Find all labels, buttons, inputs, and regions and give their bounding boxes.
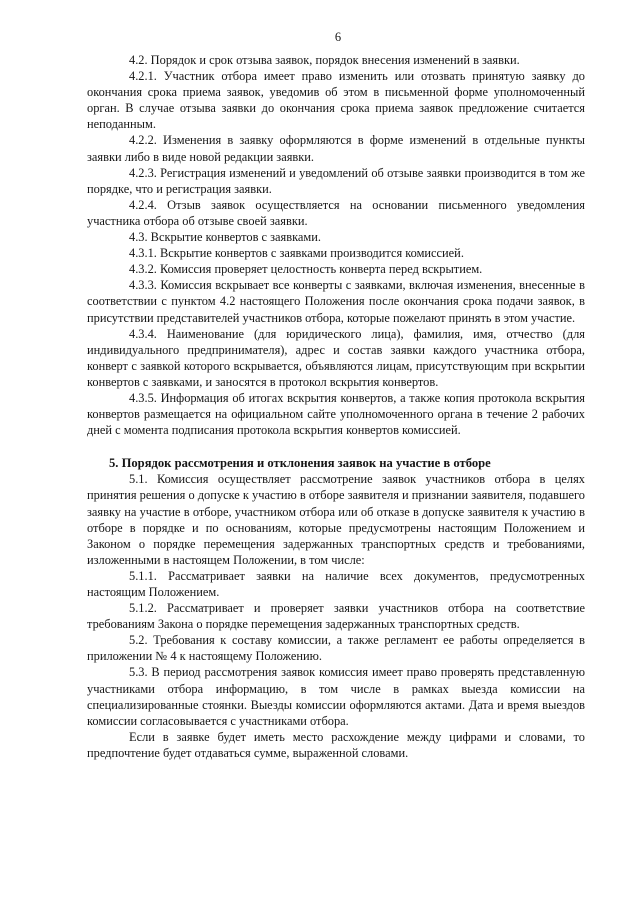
paragraph-4-3-1: 4.3.1. Вскрытие конвертов с заявками производится комиссией. (129, 246, 464, 261)
section-heading: 5. Порядок рассмотрения и отклонения заявок на участие в отборе (109, 456, 491, 471)
paragraph-4-2-2: 4.2.2. Изменения в заявку оформляются в форме изменений в отдельные пункты заявки либо в виде новой редакции заявки. (87, 133, 585, 164)
paragraph-5-1: 5.1. Комиссия осуществляет рассмотрение заявок участников отбора в целях принятия решения о допуске к участию в отборе заявителя и признании заявителя, подавшего заявку на участие в отборе, участником отбора или об отказе в допуске заявителя к участию в отборе в порядке и по основаниям, которые предусмотрены настоящим Положением и Законом о порядке перемещения задержанных транспортных средств и требованиями, изложенными в настоящем Положении, в том числе: (87, 472, 585, 567)
paragraph-4-3-4: 4.3.4. Наименование (для юридического лица), фамилия, имя, отчество (для индивидуального предпринимателя), адрес и состав заявки каждого участника отбора, конверт с заявкой которого вскрывается, объявляются лицам, присутствующим при вскрытии конвертов с заявками, и заносятся в протокол вскрытия конвертов. (87, 326, 585, 389)
paragraph-5-1-2: 5.1.2. Рассматривает и проверяет заявки участников отбора на соответствие требованиям Закона о порядке перемещения задержанных транспортных средств. (87, 601, 585, 632)
paragraph-5-3: 5.3. В период рассмотрения заявок комиссия имеет право проверять представленную участниками отбора информацию, в том числе в рамках выезда комиссии на специализированные стоянки. Выезды комиссии оформляются актами. Дата и время выездов комиссии согласовывается с участниками отбора. (87, 665, 585, 728)
paragraph-4-2-3: 4.2.3. Регистрация изменений и уведомлений об отзыве заявки производится в том же порядке, что и регистрация заявки. (87, 165, 585, 196)
paragraph-4-2-4: 4.2.4. Отзыв заявок осуществляется на основании письменного уведомления участника отбора об отзыве своей заявки. (87, 197, 585, 228)
page-number: 6 (334, 30, 342, 44)
paragraph-5-1-1: 5.1.1. Рассматривает заявки на наличие всех документов, предусмотренных настоящим Положением. (87, 568, 585, 599)
paragraph-discrepancy-rule: Если в заявке будет иметь место расхождение между цифрами и словами, то предпочтение будет отдаваться сумме, выраженной словами. (87, 729, 585, 760)
paragraph-5-2: 5.2. Требования к составу комиссии, а также регламент ее работы определяется в приложении № 4 к настоящему Положению. (87, 633, 585, 664)
paragraph-4-3-2: 4.3.2. Комиссия проверяет целостность конверта перед вскрытием. (129, 262, 483, 277)
paragraph-4-2-1: 4.2.1. Участник отбора имеет право изменить или отозвать принятую заявку до окончания срока приема заявок, уведомив об этом в письменной форме уполномоченный орган. В случае отзыва заявки до окончания срока приема заявок предложение считается неподанным. (87, 69, 585, 132)
paragraph-4-2: 4.2. Порядок и срок отзыва заявок, порядок внесения изменений в заявки. (129, 53, 520, 67)
paragraph-4-3: 4.3. Вскрытие конвертов с заявками. (129, 230, 321, 245)
paragraph-4-3-3: 4.3.3. Комиссия вскрывает все конверты с заявками, включая изменения, внесенные в соответствии с пунктом 4.2 настоящего Положения после окончания срока подачи заявок, в присутствии представителей участников отбора, которые пожелают принять в этом участие. (87, 278, 585, 325)
paragraph-4-3-5: 4.3.5. Информация об итогах вскрытия конвертов, а также копия протокола вскрытия конвертов размещается на официальном сайте уполномоченного органа в течение 2 рабочих дней с момента подписания протокола вскрытия конвертов комиссией. (87, 390, 585, 438)
document-body (87, 52, 585, 761)
